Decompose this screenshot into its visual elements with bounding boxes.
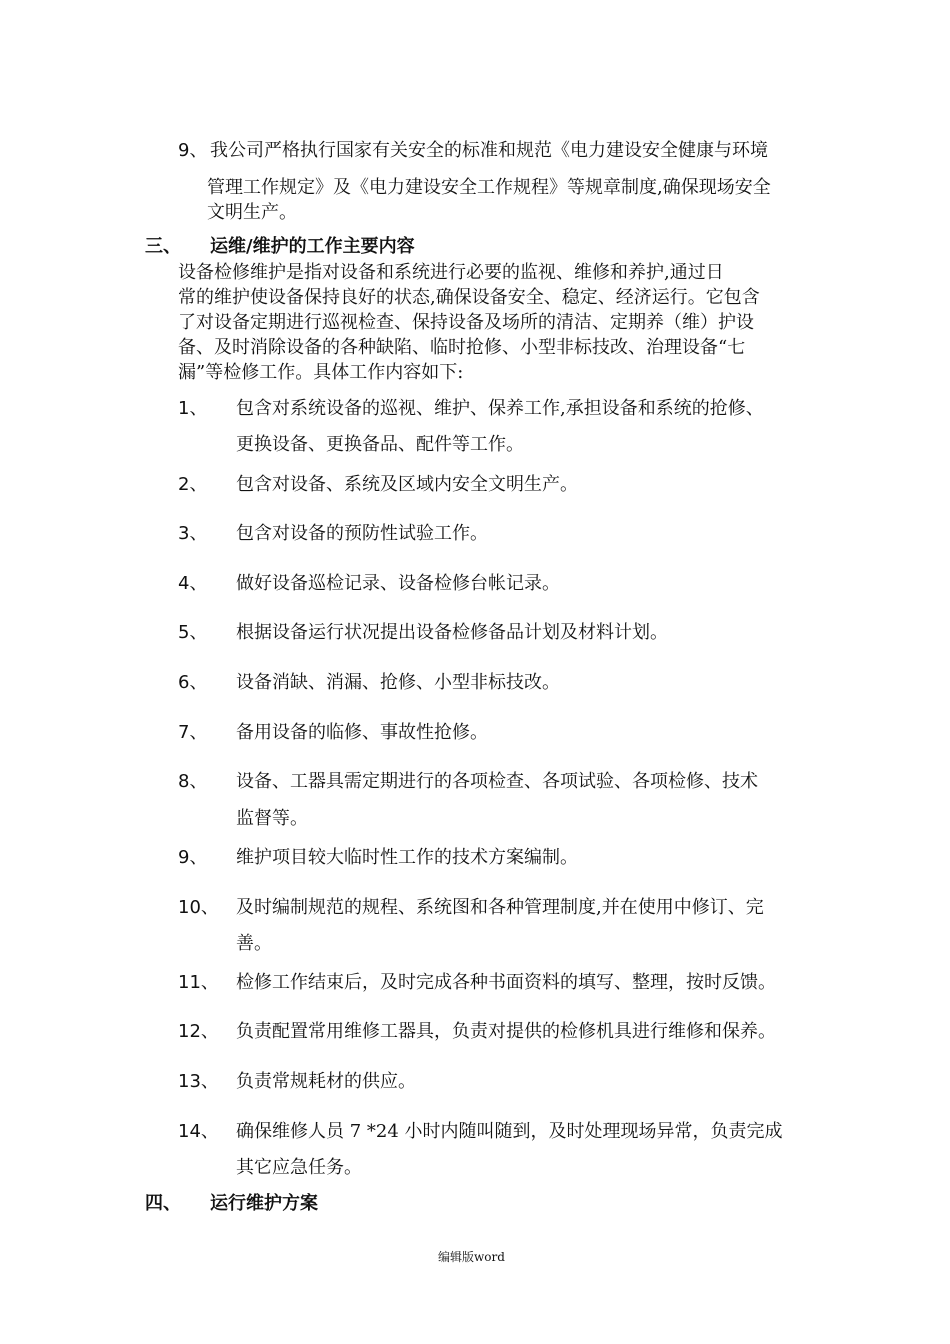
item-text-line: 备用设备的临修、事故性抢修。 bbox=[236, 722, 488, 743]
section-title: 运行维护方案 bbox=[210, 1193, 318, 1214]
item-number: 11、 bbox=[178, 972, 219, 993]
paragraph-line: 漏”等检修工作。具体工作内容如下: bbox=[178, 362, 464, 383]
paragraph-line: 了对设备定期进行巡视检查、保持设备及场所的清洁、定期养（维）护设 bbox=[178, 312, 754, 333]
item-text-line: 检修工作结束后，及时完成各种书面资料的填写、整理，按时反馈。 bbox=[236, 972, 776, 993]
item-text-line: 管理工作规定》及《电力建设安全工作规程》等规章制度,确保现场安全 bbox=[207, 177, 771, 198]
item-number: 3、 bbox=[178, 523, 208, 544]
item-text-line: 监督等。 bbox=[236, 808, 308, 829]
item-number: 6、 bbox=[178, 672, 208, 693]
item-text-line: 维护项目较大临时性工作的技术方案编制。 bbox=[236, 847, 578, 868]
item-text-line: 包含对设备、系统及区域内安全文明生产。 bbox=[236, 474, 578, 495]
item-number: 14、 bbox=[178, 1121, 219, 1142]
item-text-line: 及时编制规范的规程、系统图和各种管理制度,并在使用中修订、完 bbox=[236, 897, 764, 918]
item-number: 2、 bbox=[178, 474, 208, 495]
item-number: 12、 bbox=[178, 1021, 219, 1042]
item-number: 9、 bbox=[178, 847, 208, 868]
item-text-line: 负责配置常用维修工器具，负责对提供的检修机具进行维修和保养。 bbox=[236, 1021, 776, 1042]
paragraph-line: 设备检修维护是指对设备和系统进行必要的监视、维修和养护,通过日 bbox=[178, 262, 724, 283]
item-text-line: 包含对系统设备的巡视、维护、保养工作,承担设备和系统的抢修、 bbox=[236, 398, 764, 419]
item-text-line: 负责常规耗材的供应。 bbox=[236, 1071, 416, 1092]
item-number: 10、 bbox=[178, 897, 219, 918]
item-text-line: 文明生产。 bbox=[207, 202, 297, 223]
section-number: 四、 bbox=[145, 1193, 181, 1214]
section-number: 三、 bbox=[145, 236, 181, 257]
item-text-line: 更换设备、更换备品、配件等工作。 bbox=[236, 434, 524, 455]
item-text-line: 确保维修人员 7 *24 小时内随叫随到，及时处理现场异常，负责完成 bbox=[236, 1121, 783, 1142]
item-number: 13、 bbox=[178, 1071, 219, 1092]
item-number: 1、 bbox=[178, 398, 208, 419]
paragraph-line: 常的维护使设备保持良好的状态,确保设备安全、稳定、经济运行。它包含 bbox=[178, 287, 760, 308]
item-text-line: 根据设备运行状况提出设备检修备品计划及材料计划。 bbox=[236, 622, 668, 643]
item-number: 4、 bbox=[178, 573, 208, 594]
item-text-line: 其它应急任务。 bbox=[236, 1157, 362, 1178]
paragraph-line: 备、及时消除设备的各种缺陷、临时抢修、小型非标技改、治理设备“七 bbox=[178, 337, 746, 358]
item-number: 7、 bbox=[178, 722, 208, 743]
page-footer: 编辑版word bbox=[438, 1250, 505, 1264]
item-number: 8、 bbox=[178, 771, 208, 792]
item-number: 9、 bbox=[178, 140, 208, 161]
item-text-line: 设备、工器具需定期进行的各项检查、各项试验、各项检修、技术 bbox=[236, 771, 758, 792]
item-text-line: 我公司严格执行国家有关安全的标准和规范《电力建设安全健康与环境 bbox=[210, 140, 768, 161]
section-title: 运维/维护的工作主要内容 bbox=[210, 236, 415, 257]
item-text-line: 设备消缺、消漏、抢修、小型非标技改。 bbox=[236, 672, 560, 693]
item-text-line: 包含对设备的预防性试验工作。 bbox=[236, 523, 488, 544]
item-text-line: 做好设备巡检记录、设备检修台帐记录。 bbox=[236, 573, 560, 594]
item-text-line: 善。 bbox=[236, 933, 272, 954]
item-number: 5、 bbox=[178, 622, 208, 643]
